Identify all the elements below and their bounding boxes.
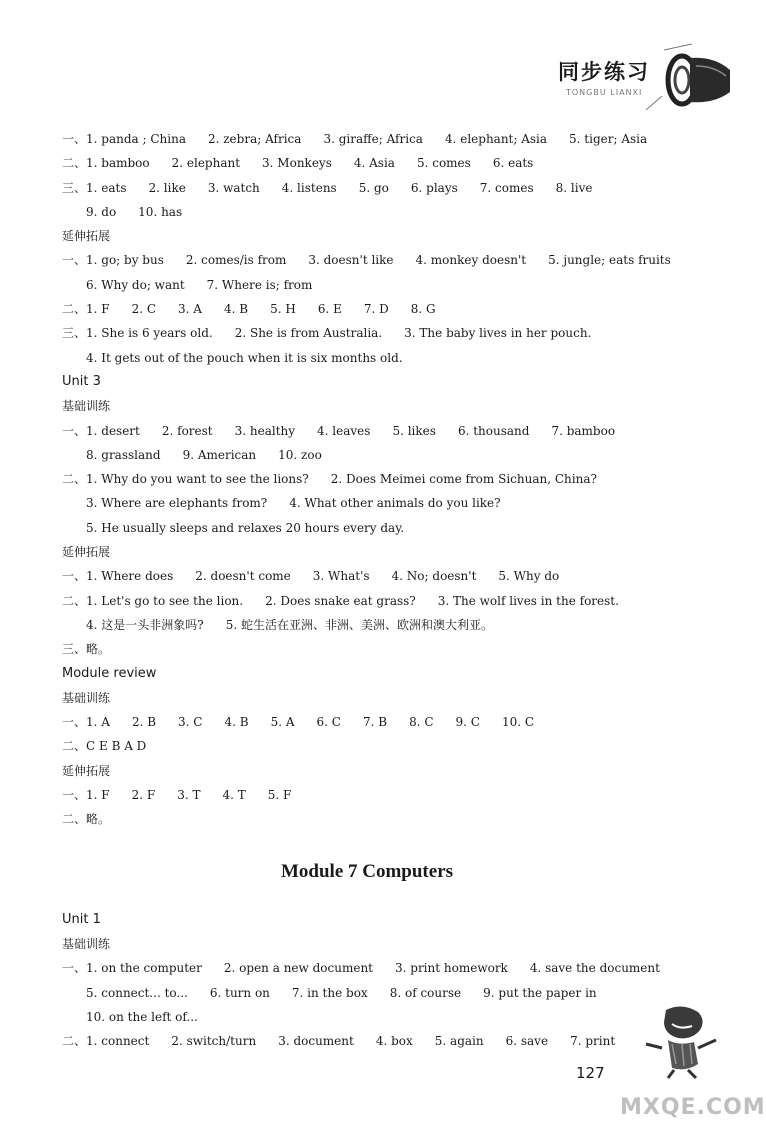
answer-item: 4. What other animals do you like? [289, 496, 501, 511]
answer-item: 6. thousand [457, 423, 530, 438]
answer-item: 2. forest [161, 423, 213, 438]
answer-line [62, 346, 702, 370]
header-title: 同步练习 [558, 60, 650, 84]
answer-line [62, 613, 702, 637]
answer-line [62, 807, 702, 831]
answer-item: 3. giraffe; Africa [323, 132, 423, 146]
answer-item: 8. G [410, 302, 436, 317]
section-heading: 基础训练 [62, 936, 111, 951]
answer-item: 4. T [222, 788, 246, 803]
answer-line [62, 321, 702, 345]
answer-item: 3. The baby lives in her pouch. [404, 326, 592, 341]
answer-item: 10. C [501, 715, 535, 730]
answer-item: 二、1. F [62, 302, 110, 317]
answer-item: 7. Where is; from [206, 277, 313, 292]
answer-item: 10. on the left of... [86, 1009, 198, 1024]
answer-line [62, 734, 702, 758]
module-title: Module 7 Computers [280, 860, 454, 882]
answer-item: 4. No; doesn't [391, 569, 477, 584]
answer-item: 3. What's [312, 569, 370, 584]
answer-item: 二、略。 [62, 812, 111, 827]
answer-line [62, 200, 702, 224]
answer-item: 3. C [178, 715, 203, 730]
answer-item: 6. eats [492, 156, 534, 171]
answer-item: 10. zoo [278, 447, 322, 462]
answer-item: 二、1. Let's go to see the lion. [62, 593, 244, 608]
answer-item: 2. zebra; Africa [207, 132, 302, 146]
answer-item: 二、1. bamboo [62, 156, 150, 171]
page-number: 127 [576, 1064, 605, 1082]
answer-item: 7. D [363, 302, 389, 317]
answer-content [62, 127, 702, 1053]
section-heading: 延伸拓展 [62, 229, 111, 244]
answer-item: 6. C [316, 715, 341, 730]
answer-item: 二、C E B A D [62, 739, 147, 754]
answer-item: 一、1. panda ; China [62, 132, 186, 146]
answer-item: 2. elephant [171, 156, 241, 171]
answer-item: 3. doesn't like [308, 253, 394, 268]
answer-item: 一、1. F [62, 788, 110, 803]
answer-item: 3. Monkeys [262, 156, 332, 171]
answer-item: 5. Why do [498, 569, 560, 584]
answer-item: 4. It gets out of the pouch when it is six months old. [86, 350, 403, 365]
answer-item: 一、1. desert [62, 423, 140, 438]
answer-item: 2. She is from Australia. [234, 326, 383, 341]
answer-item: 2. like [148, 180, 186, 195]
answer-item: 一、1. A [62, 715, 110, 730]
answer-item: 6. plays [410, 180, 458, 195]
answer-item: 三、略。 [62, 642, 111, 657]
answer-item: 8. live [555, 180, 593, 195]
answer-item: 3. The wolf lives in the forest. [437, 593, 619, 608]
answer-item: 5. jungle; eats fruits [548, 253, 671, 268]
answer-line [62, 710, 702, 734]
answer-item: 9. C [455, 715, 480, 730]
section-heading: 延伸拓展 [62, 763, 111, 778]
answer-item: 2. Does Meimei come from Sichuan, China? [330, 472, 597, 487]
answer-item: 2. doesn't come [195, 569, 291, 584]
answer-item: 一、1. Where does [62, 569, 174, 584]
answer-item: 4. elephant; Asia [444, 132, 548, 146]
section-heading: 基础训练 [62, 690, 111, 705]
answer-line [62, 297, 702, 321]
answer-item: 8. of course [389, 985, 462, 1000]
answer-item: 7. comes [479, 180, 534, 195]
answer-item: 3. A [178, 302, 202, 317]
answer-item: 6. turn on [209, 985, 270, 1000]
cartoon-boy-icon [606, 1000, 726, 1080]
answer-line [62, 956, 702, 980]
answer-item: 4. listens [281, 180, 337, 195]
answer-item: 5. connect... to... [86, 985, 188, 1000]
answer-item: 10. has [138, 204, 183, 219]
answer-item: 4. leaves [317, 423, 371, 438]
answer-item: 3. healthy [234, 423, 296, 438]
answer-item: 9. American [182, 447, 257, 462]
answer-item: 6. Why do; want [86, 277, 185, 292]
header-logo [550, 36, 740, 116]
answer-item: 二、1. Why do you want to see the lions? [62, 472, 309, 487]
answer-line [62, 127, 702, 151]
unit-heading: Module review [62, 665, 157, 681]
answer-item: 5. He usually sleeps and relaxes 20 hours every day. [86, 520, 405, 535]
header-subtitle: TONGBU LIANXI [566, 88, 643, 97]
answer-item: 2. switch/turn [171, 1034, 257, 1049]
answer-line [62, 637, 702, 661]
answer-item: 三、1. She is 6 years old. [62, 326, 213, 341]
answer-item: 7. print [570, 1034, 616, 1049]
answer-item: 4. monkey doesn't [415, 253, 527, 268]
answer-item: 8. grassland [86, 447, 161, 462]
unit-heading: Unit 3 [62, 373, 101, 389]
answer-line [62, 564, 702, 588]
answer-item: 2. C [131, 302, 157, 317]
answer-item: 2. Does snake eat grass? [265, 593, 416, 608]
answer-item: 二、1. connect [62, 1034, 150, 1049]
answer-item: 4. 这是一头非洲象吗? [86, 617, 204, 632]
answer-line [62, 151, 702, 175]
answer-item: 5. go [358, 180, 389, 195]
answer-item: 6. E [317, 302, 342, 317]
answer-item: 一、1. on the computer [62, 961, 202, 976]
answer-item: 9. put the paper in [483, 985, 597, 1000]
answer-item: 3. T [177, 788, 201, 803]
answer-item: 5. tiger; Asia [569, 132, 648, 146]
section-heading: 基础训练 [62, 399, 111, 414]
answer-item: 5. comes [416, 156, 471, 171]
speaker-horn-icon [634, 36, 734, 116]
answer-line [62, 589, 702, 613]
answer-item: 5. F [267, 788, 292, 803]
answer-line [62, 419, 702, 443]
answer-item: 3. print homework [395, 961, 508, 976]
answer-item: 5. A [270, 715, 295, 730]
answer-item: 3. document [278, 1034, 354, 1049]
answer-line [62, 443, 702, 467]
answer-item: 5. 蛇生活在亚洲、非洲、美洲、欧洲和澳大利亚。 [225, 617, 493, 632]
answer-item: 4. B [223, 302, 249, 317]
answer-item: 4. B [224, 715, 249, 730]
answer-item: 7. B [362, 715, 388, 730]
answer-item: 4. save the document [529, 961, 660, 976]
answer-item: 3. Where are elephants from? [86, 496, 268, 511]
answer-item: 7. bamboo [551, 423, 616, 438]
answer-line [62, 467, 702, 491]
answer-item: 4. Asia [353, 156, 395, 171]
answer-item: 一、1. go; by bus [62, 253, 164, 268]
answer-line [62, 248, 702, 272]
answer-line [62, 516, 702, 540]
answer-item: 2. comes/is from [185, 253, 287, 268]
answer-item: 7. in the box [291, 985, 368, 1000]
answer-item: 2. B [131, 715, 157, 730]
answer-item: 2. open a new document [223, 961, 373, 976]
watermark: MXQE.COM [620, 1095, 766, 1120]
answer-line [62, 176, 702, 200]
answer-item: 三、1. eats [62, 180, 127, 195]
answer-item: 5. H [270, 302, 296, 317]
unit-heading: Unit 1 [62, 911, 101, 927]
answer-line [62, 783, 702, 807]
answer-line [62, 491, 702, 515]
answer-item: 8. C [409, 715, 434, 730]
answer-item: 2. F [131, 788, 156, 803]
answer-item: 4. box [375, 1034, 413, 1049]
answer-item: 3. watch [207, 180, 260, 195]
section-heading: 延伸拓展 [62, 545, 111, 560]
answer-item: 5. again [434, 1034, 484, 1049]
answer-item: 5. likes [392, 423, 436, 438]
answer-item: 6. save [505, 1034, 549, 1049]
answer-line [62, 273, 702, 297]
answer-item: 9. do [86, 204, 117, 219]
